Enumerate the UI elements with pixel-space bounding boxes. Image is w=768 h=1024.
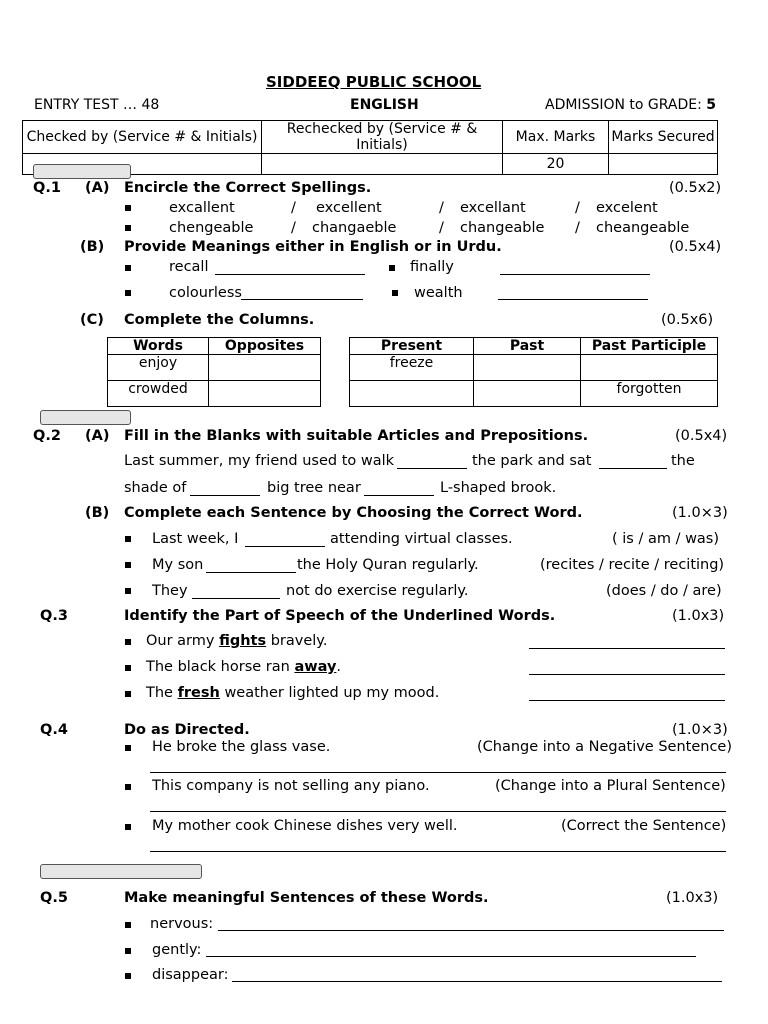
q2b-s1a: Last week, I <box>152 531 239 547</box>
q1b-word3: colourless <box>169 285 242 301</box>
q1a-r2-opt2: changaeble <box>312 220 397 236</box>
underlined-word: fresh <box>177 685 220 701</box>
col-words: Words <box>108 338 209 355</box>
q2a-para1a: Last summer, my friend used to walk <box>124 453 395 469</box>
answer-line[interactable] <box>241 299 363 300</box>
q1a-r2-opt3: changeable <box>460 220 545 236</box>
col-past: Past <box>474 338 581 355</box>
q1a-r1-sep3: / <box>575 200 580 216</box>
blank[interactable] <box>364 495 434 496</box>
marks-box-q2 <box>40 410 131 425</box>
rechecked-by-cell[interactable] <box>262 154 503 175</box>
q2b-title: Complete each Sentence by Choosing the Correct Word. <box>124 505 583 521</box>
q4-sentence1: He broke the glass vase. <box>152 739 331 755</box>
q1b-word2: finally <box>410 259 454 275</box>
answer-line[interactable] <box>206 956 696 957</box>
bullet <box>125 639 131 645</box>
answer-line[interactable] <box>218 930 724 931</box>
bullet <box>125 290 131 296</box>
blank[interactable] <box>190 495 260 496</box>
q3-sentence3 <box>146 685 439 701</box>
q5-title: Make meaningful Sentences of these Words. <box>124 890 489 906</box>
bullet <box>125 922 131 928</box>
q3-number: Q.3 <box>40 608 68 624</box>
q1a-tag: (A) <box>85 180 110 196</box>
q1a-r2-opt4: cheangeable <box>596 220 690 236</box>
q2a-marks: (0.5x4) <box>675 428 728 444</box>
q2b-tag: (B) <box>85 505 110 521</box>
q2a-para1c: the <box>671 453 695 469</box>
bullet <box>125 562 131 568</box>
word-cell: enjoy <box>108 355 209 381</box>
q4-direction1: (Change into a Negative Sentence) <box>477 739 733 755</box>
q1a-r2-sep1: / <box>291 220 296 236</box>
bullet <box>392 290 398 296</box>
q2a-para2c: L-shaped brook. <box>440 480 557 496</box>
admission-label: ADMISSION to GRADE: <box>545 97 702 113</box>
bullet <box>125 225 131 231</box>
opposites-table <box>107 337 321 407</box>
q5-word2: gently: <box>152 942 202 958</box>
col-past-participle: Past Participle <box>581 338 718 355</box>
col-opposites: Opposites <box>209 338 321 355</box>
marks-box-q4-q5 <box>40 864 202 879</box>
q2a-para1b: the park and sat <box>472 453 592 469</box>
word-cell: crowded <box>108 381 209 407</box>
bullet <box>125 784 131 790</box>
admission-grade <box>545 97 716 113</box>
bullet <box>125 948 131 954</box>
blank[interactable] <box>192 598 280 599</box>
q3-sentence2 <box>146 659 341 675</box>
q2b-s2a: My son <box>152 557 204 573</box>
blank[interactable] <box>599 468 667 469</box>
answer-line[interactable] <box>150 811 726 812</box>
underlined-word: away <box>294 659 337 675</box>
answer-line[interactable] <box>529 648 725 649</box>
q1b-tag: (B) <box>80 239 105 255</box>
q3-s1-suffix: bravely. <box>270 633 328 649</box>
q2a-para2a: shade of <box>124 480 187 496</box>
q1a-r1-opt4: excelent <box>596 200 658 216</box>
q1a-r1-sep2: / <box>439 200 444 216</box>
blank[interactable] <box>206 572 296 573</box>
q1b-title: Provide Meanings either in English or in Urdu. <box>124 239 502 255</box>
q2b-s3b: not do exercise regularly. <box>286 583 469 599</box>
bullet <box>125 665 131 671</box>
col-present: Present <box>350 338 474 355</box>
q4-title: Do as Directed. <box>124 722 250 738</box>
marks-box-q1 <box>33 164 131 179</box>
q1c-title: Complete the Columns. <box>124 312 315 328</box>
checked-by-header: Checked by (Service # & Initials) <box>23 121 262 154</box>
blank[interactable] <box>397 468 467 469</box>
present-cell: freeze <box>350 355 474 381</box>
q2b-s3-options: (does / do / are) <box>606 583 722 599</box>
entry-test <box>34 97 159 113</box>
marks-secured-cell[interactable] <box>609 154 718 175</box>
answer-line[interactable] <box>215 274 365 275</box>
q2b-s1-options: ( is / am / was) <box>612 531 720 547</box>
q1a-r1-opt2: excellent <box>316 200 382 216</box>
q5-word1: nervous: <box>150 916 214 932</box>
bullet <box>125 588 131 594</box>
q2a-para2b: big tree near <box>267 480 361 496</box>
max-marks-value: 20 <box>503 154 609 175</box>
answer-line[interactable] <box>529 700 725 701</box>
q2b-s2b: the Holy Quran regularly. <box>297 557 479 573</box>
q1a-marks: (0.5x2) <box>669 180 722 196</box>
q3-s2-suffix: . <box>336 659 342 675</box>
q2a-tag: (A) <box>85 428 110 444</box>
bullet <box>125 691 131 697</box>
q4-number: Q.4 <box>40 722 68 738</box>
q1a-r2-opt1: chengeable <box>169 220 254 236</box>
q2b-s2-options: (recites / recite / reciting) <box>540 557 725 573</box>
q2b-s3a: They <box>152 583 188 599</box>
q1c-tag: (C) <box>80 312 104 328</box>
q3-s3-prefix: The <box>146 685 173 701</box>
q1-number: Q.1 <box>33 180 61 196</box>
answer-line[interactable] <box>232 981 722 982</box>
q3-title: Identify the Part of Speech of the Underlined Words. <box>124 608 556 624</box>
answer-cell[interactable] <box>350 381 474 407</box>
verb-forms-table <box>349 337 718 407</box>
rechecked-by-header: Rechecked by (Service # & Initials) <box>262 121 503 154</box>
blank[interactable] <box>245 546 325 547</box>
bullet <box>125 205 131 211</box>
bullet <box>125 973 131 979</box>
max-marks-header: Max. Marks <box>503 121 609 154</box>
q4-direction2: (Change into a Plural Sentence) <box>495 778 726 794</box>
answer-cell[interactable] <box>209 381 321 407</box>
q5-word3: disappear: <box>152 967 229 983</box>
q5-marks: (1.0x3) <box>666 890 719 906</box>
q4-marks: (1.0×3) <box>672 722 728 738</box>
answer-cell[interactable] <box>209 355 321 381</box>
q4-sentence3: My mother cook Chinese dishes very well. <box>152 818 458 834</box>
answer-line[interactable] <box>150 851 726 852</box>
grade-value: 5 <box>706 97 717 113</box>
q2b-s1b: attending virtual classes. <box>330 531 513 547</box>
q1b-marks: (0.5x4) <box>669 239 722 255</box>
answer-cell[interactable] <box>474 381 581 407</box>
underlined-word: fights <box>219 633 267 649</box>
q3-s3-suffix: weather lighted up my mood. <box>224 685 440 701</box>
q4-direction3: (Correct the Sentence) <box>561 818 727 834</box>
answer-cell[interactable] <box>581 355 718 381</box>
subject: ENGLISH <box>350 97 419 113</box>
q2b-marks: (1.0×3) <box>672 505 728 521</box>
q1a-r1-opt3: excellant <box>460 200 526 216</box>
q1a-r2-sep3: / <box>575 220 580 236</box>
bullet <box>389 265 395 271</box>
q1b-word1: recall <box>169 259 209 275</box>
school-name: SIDDEEQ PUBLIC SCHOOL <box>266 73 482 91</box>
answer-cell[interactable] <box>474 355 581 381</box>
bullet <box>125 536 131 542</box>
past-participle-cell: forgotten <box>581 381 718 407</box>
q5-number: Q.5 <box>40 890 68 906</box>
q1a-title: Encircle the Correct Spellings. <box>124 180 372 196</box>
q3-s1-prefix: Our army <box>146 633 215 649</box>
answer-line[interactable] <box>150 772 726 773</box>
q1a-r1-opt1: excallent <box>169 200 235 216</box>
q3-marks: (1.0x3) <box>672 608 725 624</box>
q2a-title: Fill in the Blanks with suitable Articles and Prepositions. <box>124 428 589 444</box>
bullet <box>125 745 131 751</box>
q1c-marks: (0.5x6) <box>661 312 714 328</box>
q2-number: Q.2 <box>33 428 61 444</box>
answer-line[interactable] <box>529 674 725 675</box>
q3-sentence1 <box>146 633 327 649</box>
q4-sentence2: This company is not selling any piano. <box>152 778 430 794</box>
bullet <box>125 265 131 271</box>
q1a-r2-sep2: / <box>439 220 444 236</box>
entry-test-label: ENTRY TEST … 48 <box>34 97 160 113</box>
q1a-r1-sep1: / <box>291 200 296 216</box>
answer-line[interactable] <box>498 299 648 300</box>
q1b-word4: wealth <box>414 285 463 301</box>
q3-s2-prefix: The black horse ran <box>146 659 290 675</box>
bullet <box>125 824 131 830</box>
answer-line[interactable] <box>500 274 650 275</box>
marks-secured-header: Marks Secured <box>609 121 718 154</box>
